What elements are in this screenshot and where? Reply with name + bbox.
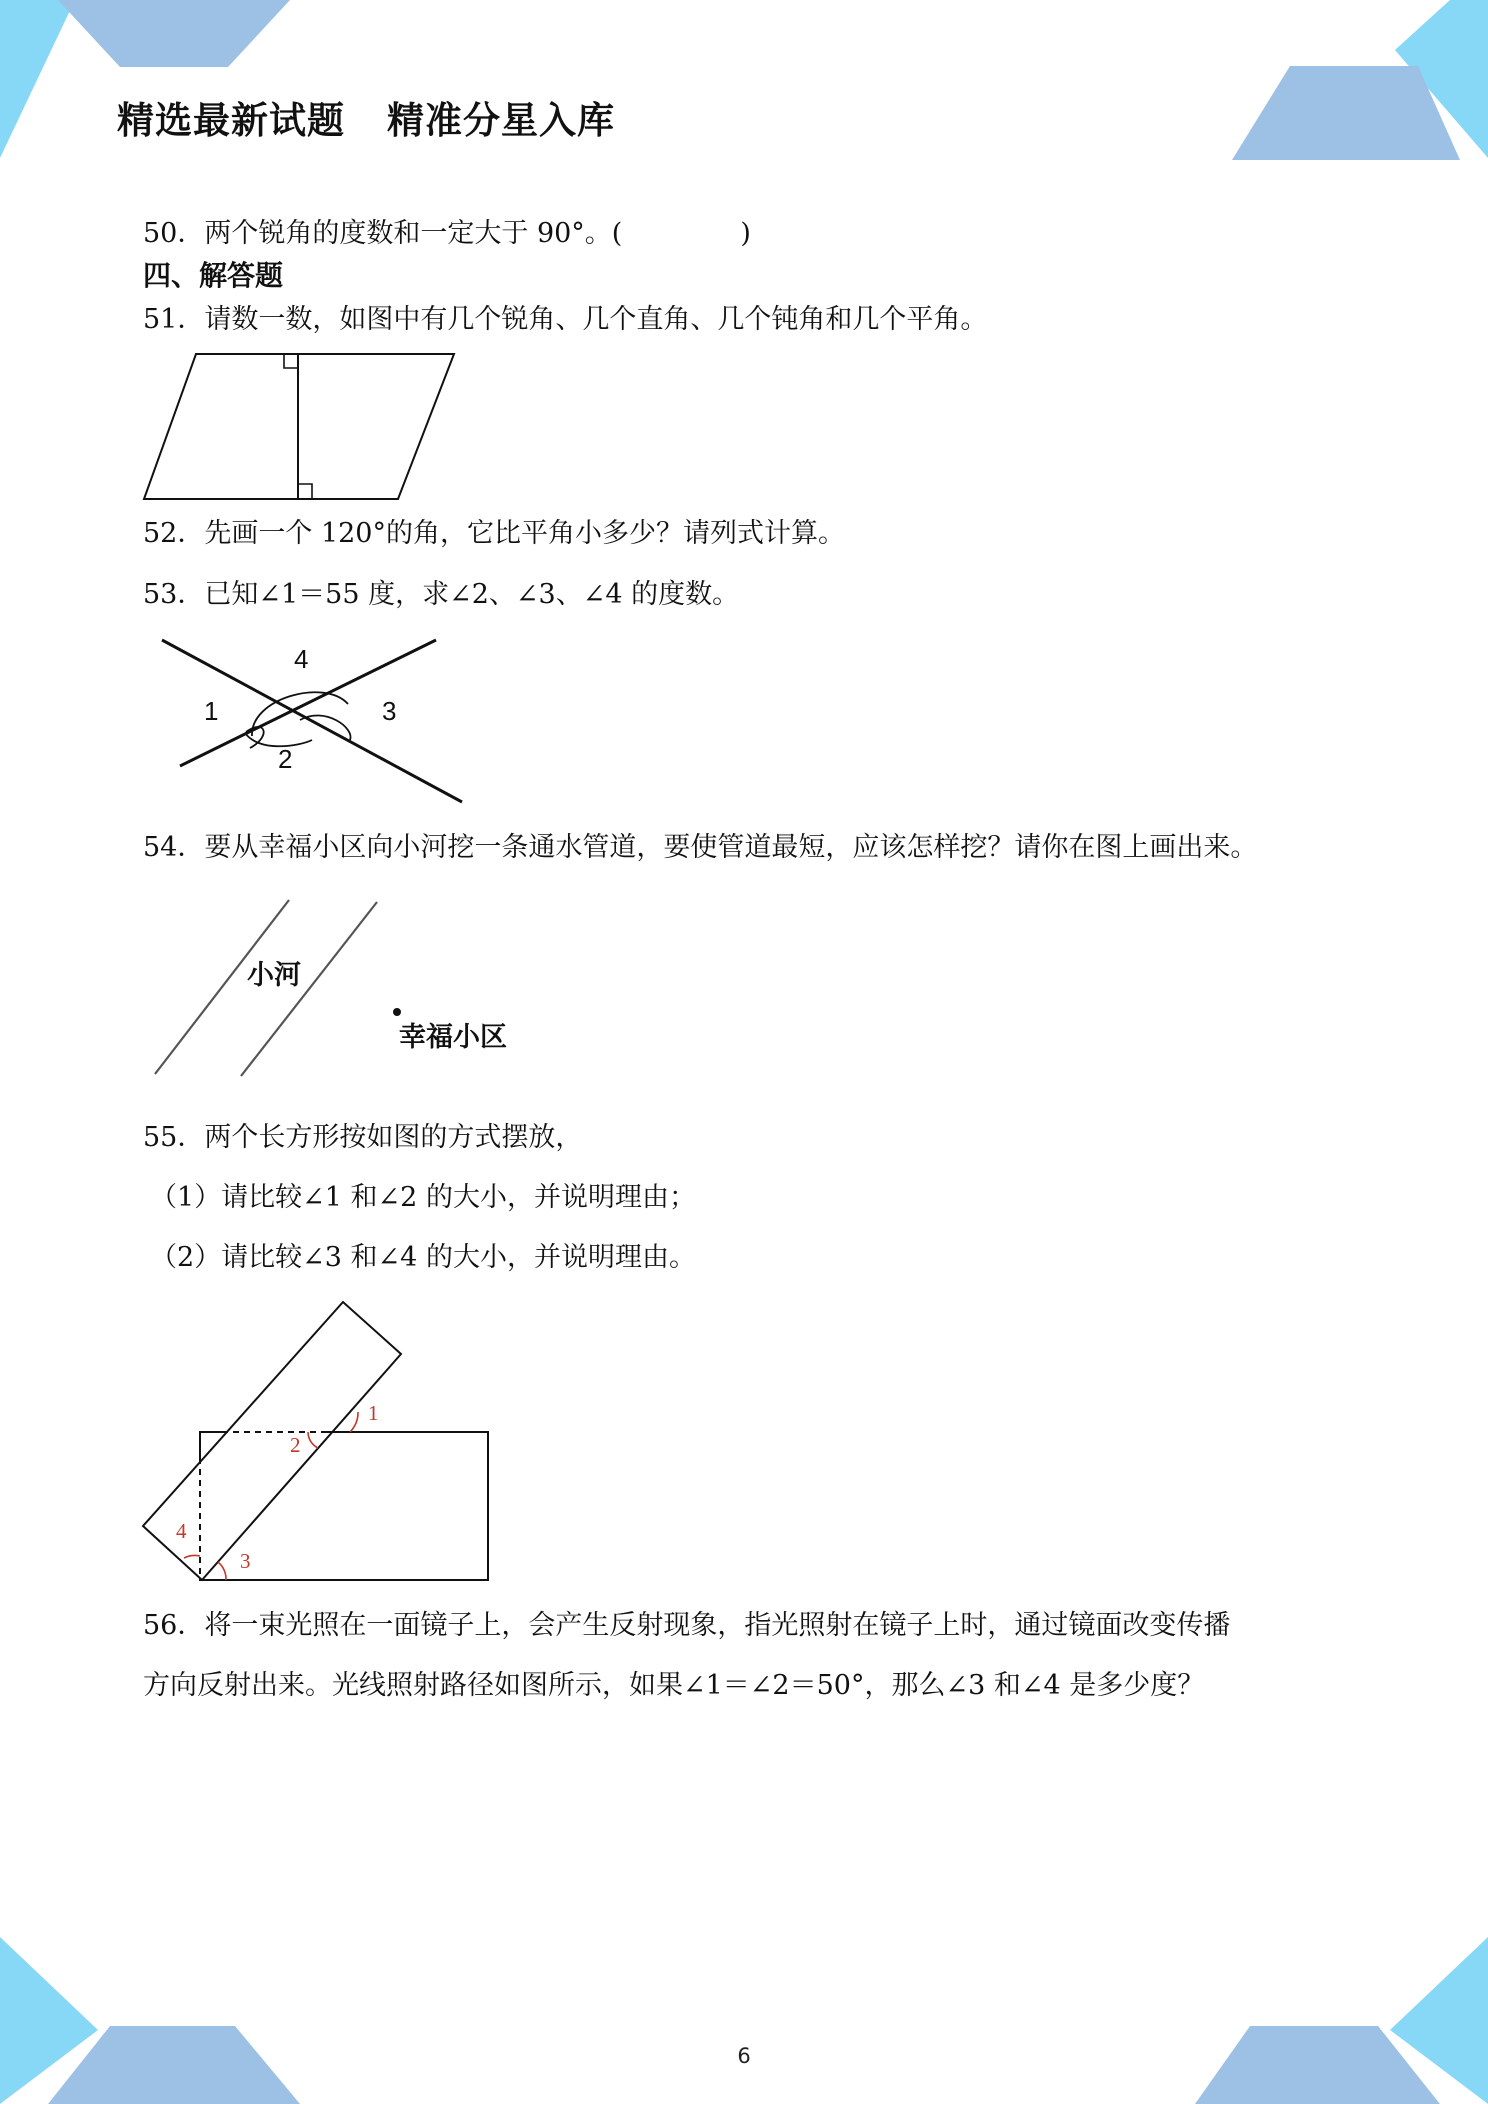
angle-label-1: 1	[368, 1401, 379, 1425]
question-text: 两个锐角的度数和一定大于 90°。(	[204, 218, 623, 249]
question-56	[143, 1608, 1230, 1644]
question-56-line-2: 方向反射出来。光线照射路径如图所示，如果∠1＝∠2＝50°，那么∠3 和∠4 是多少度？	[143, 1670, 1205, 1701]
question-text: 请数一数，如图中有几个锐角、几个直角、几个钝角和几个平角。	[204, 304, 988, 335]
corner-triangle-top-left	[0, 0, 75, 158]
question-51	[143, 302, 987, 338]
community-point	[393, 1008, 401, 1016]
angle-label-4: 4	[294, 644, 309, 674]
corner-trapezoid-top-left	[58, 0, 290, 67]
page-header-title	[117, 90, 615, 144]
header-title-left: 精选最新试题	[117, 99, 345, 142]
question-text: 先画一个 120°的角，它比平角小多少？请列式计算。	[204, 518, 845, 549]
angle-label-3: 3	[382, 696, 397, 726]
question-text: 两个长方形按如图的方式摆放，	[204, 1122, 583, 1153]
section-title: 四、解答题	[143, 259, 284, 292]
community-label: 幸福小区	[399, 1022, 507, 1053]
close-paren: )	[740, 218, 751, 249]
question-55-part-2: （2）请比较∠3 和∠4 的大小，并说明理由。	[150, 1242, 696, 1273]
question-number: 51．	[143, 304, 205, 335]
river-label: 小河	[247, 960, 301, 991]
question-55	[143, 1120, 582, 1156]
question-number: 54．	[143, 832, 205, 863]
angle-arc-3	[218, 1562, 226, 1580]
question-54	[143, 830, 1257, 866]
question-50	[143, 216, 751, 252]
question-text: 要从幸福小区向小河挖一条通水管道，要使管道最短，应该怎样挖？请你在图上画出来。	[204, 832, 1258, 863]
question-number: 56．	[143, 1610, 205, 1641]
angle-label-2: 2	[290, 1433, 301, 1457]
question-55-part-1: （1）请比较∠1 和∠2 的大小，并说明理由；	[150, 1182, 696, 1213]
question-text-line-1: 将一束光照在一面镜子上，会产生反射现象，指光照射在镜子上时，通过镜面改变传播	[204, 1610, 1231, 1641]
question-52	[143, 516, 845, 552]
question-number: 50．	[143, 218, 205, 249]
figure-two-rectangles	[140, 1298, 500, 1588]
question-53	[143, 577, 739, 613]
right-angle-mark-top	[284, 354, 298, 368]
question-number: 53．	[143, 579, 205, 610]
page-number: 6	[737, 2044, 751, 2068]
angle-label-3: 3	[240, 1549, 251, 1573]
angle-label-1: 1	[204, 696, 219, 726]
question-number: 52．	[143, 518, 205, 549]
figure-intersecting-lines	[150, 628, 480, 808]
angle-label-4: 4	[176, 1519, 187, 1543]
figure-parallelogram	[140, 350, 460, 505]
angle-label-2: 2	[278, 744, 293, 774]
header-title-right: 精准分星入库	[387, 99, 615, 142]
question-number: 55．	[143, 1122, 205, 1153]
right-angle-mark-bottom	[298, 484, 312, 499]
question-text: 已知∠1＝55 度，求∠2、∠3、∠4 的度数。	[204, 579, 740, 610]
angle-arc-1	[350, 1412, 358, 1432]
figure-river-map	[145, 890, 535, 1080]
